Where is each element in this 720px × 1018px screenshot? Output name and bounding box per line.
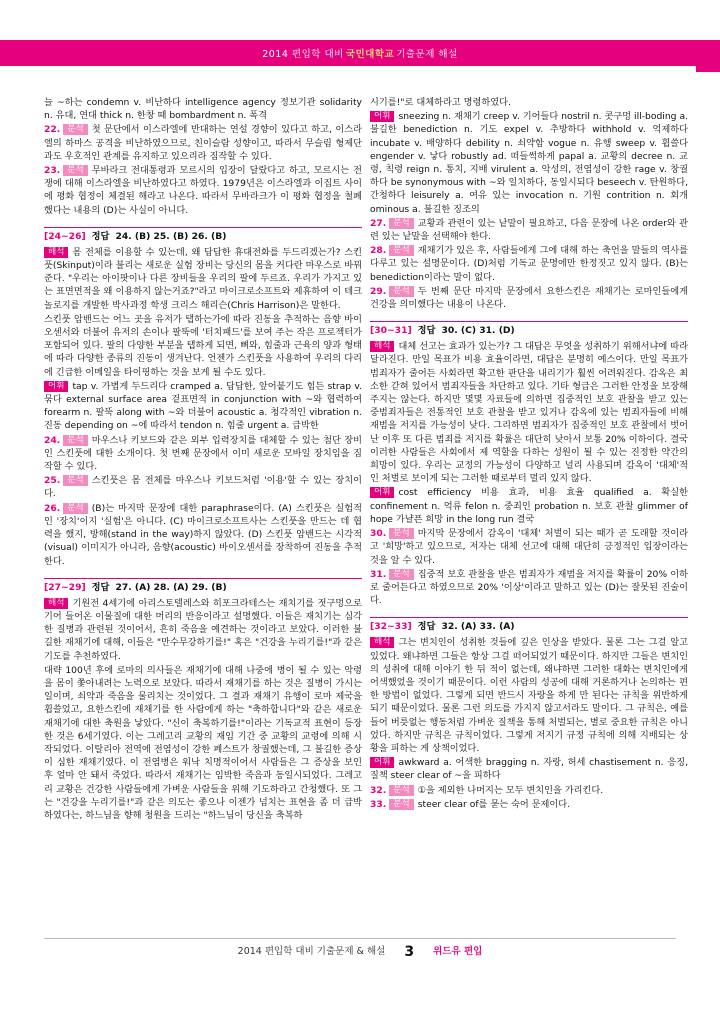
- footer-divider: [44, 938, 676, 939]
- explanation-item: [44, 474, 362, 500]
- label-badge: 분석: [389, 528, 413, 539]
- section-range: [24~26]: [44, 230, 86, 242]
- footer-publisher: 위드유 편입: [433, 946, 483, 957]
- footer-title: 2014 편입학 대비 기출문제 & 해설: [237, 946, 386, 957]
- body-text: 집중적 보호 관찰을 받은 범죄자가 재범을 저지를 확률이 20% 이하로 줄어든다고 하였으므로 20% '이상'이라고 말하고 있는 (D)는 잘못된 진술이다.: [370, 568, 688, 607]
- answer-keys: 32. (A) 33. (A): [441, 621, 515, 633]
- header-accent: [696, 66, 720, 72]
- question-number: 26.: [44, 502, 61, 514]
- body-text: 교황과 관련이 있는 낱말이 필요하고, 다음 문장에 나온 order와 관련 있는 낱말을 선택해야 한다.: [370, 217, 688, 243]
- body-text: 마우스나 키보드와 같은 외부 입력장치를 대체할 수 있는 첨단 장비인 스킨풋에 대한 소개이다. 첫 번째 문장에서 이미 새로운 모바일 장치임을 짐작할 수 있다.: [44, 434, 362, 473]
- header-school: 국민대학교: [345, 49, 395, 60]
- label-badge: 어휘: [370, 757, 394, 768]
- answer-section: [370, 617, 688, 633]
- answer-keys: 30. (C) 31. (D): [441, 325, 515, 337]
- label-badge: 분석: [389, 785, 413, 796]
- body-text: ①을 제외한 나머지는 모두 변치인을 가리킨다.: [417, 784, 604, 796]
- label-badge: 분석: [63, 435, 87, 446]
- label-badge: 해석: [44, 598, 68, 609]
- body-text: 늘 ~하는 condemn v. 비난하다 intelligence agency 정보기관 solidarity n. 유대, 연대 thick n. 한창 때 bombardment n. 폭격: [44, 97, 362, 122]
- paragraph: [44, 664, 362, 822]
- explanation-item: [44, 434, 362, 474]
- body-text: 스킨풋은 몸 전체를 마우스나 키보드처럼 '이용'할 수 있는 장치이다.: [44, 475, 362, 500]
- section-range: [27~29]: [44, 581, 86, 593]
- body-text: 스킨풋 암밴드는 어느 곳을 유저가 탭하는가에 따라 진동을 추적하는 음향 바이오센서와 더불어 유저의 손이나 팔뚝에 '터치패드'를 보여 주는 작은 프로젝터가 포함되어 있다. 팔의 다양한 부분을 탭하게 되면, 뼈와, 힘줄과 근육의 양과 형태에 따라 다양한 종류의 진동이 생겨난다. 언젠가 스킨풋을 사용하여 우리의 다리에 긴급한 이메일을 타이핑하는 것을 보게 될 수도 있다.: [44, 313, 362, 378]
- explanation-item: [370, 340, 688, 485]
- body-text: 몸 전체를 이용할 수 있는데, 왜 답답한 휴대전화를 두드리겠는가? 스킨풋(Skinput)이라 불리는 새로운 실험 장비는 당신의 몸을 커다란 마우스로 바꿔준다. "우리는 아이팟이나 다른 장비들을 우리의 팔에 두르죠. 우리가 가지고 있는 표면면적을 왜 이용하지 않는거죠?"라고 마이크로소프트와 제휴하여 이 테크놀로지를 개발한 박사과정 학생 크리스 해리슨(Chris Harrison)은 말한다.: [44, 246, 362, 311]
- header-band: [0, 40, 720, 66]
- label-badge: 분석: [389, 218, 413, 229]
- explanation-item: [370, 217, 688, 243]
- explanation-item: [44, 502, 362, 568]
- question-number: 28.: [370, 245, 387, 257]
- explanation-item: [370, 636, 688, 755]
- section-range: [30~31]: [370, 325, 412, 337]
- header-prefix: 2014 편입학 대비: [262, 49, 344, 60]
- question-number: 25.: [44, 475, 61, 487]
- body-text: 대체 선고는 효과가 있는가? 그 대답은 무엇을 성취하기 위해서냐에 따라 달라진다. 만일 목표가 비용 효율이라면, 대답은 분명히 예스이다. 만일 목표가 범죄자가 줄어든 사회라면 확고한 판단을 내리기가 훨씬 어려워진다. 감옥은 최소한 갇혀 있어서 범죄자들을 차단하고 있다. 기타 형급은 그러한 안정을 보장해주지는 않는다. 하지만 몇몇 자료들에 의하면 집중적인 보호 관찰을 받고 있는 중범죄자들은 전통적인 보호 관찰을 받고 있거나 감옥에 있는 범죄자들에 비해 재범을 저지를 가능성이 낮다. 그리하면 범죄자가 집중적인 보호 관찰에서 벗어난 이후 또 다른 범죄를 저지를 확률은 대단히 낮아서 보통 20% 이하이다. 결국 이러한 사람들은 사회에서 제 역할을 다하는 성원이 될 수 있는 진정한 약간의 희망이 있다. 우리는 교정의 가능성이 다양하고 널리 사용되며 감옥이 '대체'적인 처벌로 보이게 되는 그러한 때로부터 멀리 있지 않다.: [370, 341, 688, 485]
- label-badge: 분석: [63, 503, 87, 514]
- answer-label: 정답: [91, 581, 110, 593]
- explanation-item: [370, 110, 688, 216]
- paragraph: [44, 313, 362, 379]
- label-badge: 해석: [370, 637, 394, 648]
- label-badge: 어휘: [370, 111, 394, 122]
- explanation-item: [44, 597, 362, 663]
- answer-label: 정답: [417, 621, 436, 633]
- answer-keys: 24. (B) 25. (B) 26. (B): [115, 230, 227, 242]
- body-text: 마지막 문장에서 감옥이 '대체' 처벌이 되는 때가 곧 도래할 것이라고 '희망'하고 있으므로, 저자는 대체 선고에 대해 대단히 긍정적인 입장이라는 것을 알 수 있다.: [370, 528, 688, 566]
- question-number: 27.: [370, 217, 387, 229]
- body-text: cost efficiency 비용 효과, 비용 효율 qualified a. 확실한 confinement n. 억류 felon n. 중죄인 probation n. 보호 관찰 glimmer of hope 가냘픈 희망 in the long run 결국: [370, 487, 688, 525]
- body-text: 두 번째 문단 마지막 문장에서 요한스킨은 재채기는 로마인들에게 건강을 의미했다는 내용이 나온다.: [370, 285, 688, 311]
- question-number: 24.: [44, 434, 61, 446]
- label-badge: 해석: [370, 341, 394, 352]
- explanation-item: [370, 486, 688, 526]
- body-text: (B)는 마지막 문장에 대한 paraphrase이다. (A) 스킨풋은 실험적인 '장치'이지 '실험'은 아니다. (C) 마이크로소프트사는 스킨풋을 만드는 데 협력을 했지, 방해(stand in the way)하지 않았다. (D) 스킨풋 암밴드는 시각적(visual) 이미지가 아니라, 음향(acoustic) 바이오센서를 장착하여 진동을 추적한다.: [44, 502, 362, 567]
- body-text: awkward a. 어색한 bragging n. 자랑, 허세 chastisement n. 응징, 질책 steer clear of ~을 피하다: [370, 757, 688, 782]
- explanation-item: [44, 246, 362, 312]
- label-badge: 분석: [63, 475, 87, 486]
- body-text: sneezing n. 재채기 creep v. 기어들다 nostril n. 콧구멍 ill-boding a. 불길한 benediction n. 기도 expel v. 추방하다 withhold v. 억제하다 incubate v. 배양하다 debility n. 쇠약함 vogue n. 유행 sweep v. 휩쓸다 engender v. 낳다 robustly ad. 떠들썩하게 papal a. 교황의 decree n. 교령, 칙령 reign n. 통치, 지배 virulent a. 악성의, 전염성이 강한 rage v. 창궐하다 be synonymous with ~와 일치하다, 동일시되다 beseech v. 탄원하다, 간청하다 leisurely a. 여유 있는 invocation n. 기원 contrition n. 회개 ominous a. 불길한 징조의: [370, 111, 688, 215]
- explanation-item: [44, 123, 362, 163]
- explanation-item: [370, 244, 688, 284]
- left-column: [44, 96, 362, 823]
- question-number: 30.: [370, 528, 387, 540]
- body-text: 그는 변치인이 성취한 것들에 깊은 인상을 받았다. 물론 그는 그걸 알고 있었다. 왜냐하면 그들은 항상 그걸 떠어되었기 때문이다. 하지만 그들은 변치인의 성취에 대해 이야기 한 뒤 적이 없는데, 왜냐하면 그러한 대화는 변치인에게 어색했었을 것이기 때문이다. 이런 사람의 성공에 대해 거론하거나 논의하는 편한 방법이 없었다. 그렇게 되면 반드시 자랑을 하게 만 된다는 규칙을 위반하게 되기 때문이었다. 물론 그런 의도를 가지지 않고서라도 말이다. 그 규칙은, 예를 들어 버릇없는 행동처럼 가벼운 질책을 통해 처벌되는, 별로 중요한 규칙은 아니었다. 하지만 규칙은 규칙이었다. 그렇게 저지기 규정 규칙에 의해 지배되는 상황을 피하는 게 상책이었다.: [370, 637, 688, 754]
- body-text: tap v. 가볍게 두드리다 cramped a. 답답한, 앞어붙기도 힘든 strap v. 묶다 external surface area 겉표면적 in conjunction with ~와 협력하여 forearm n. 팔뚝 along with ~와 더불어 acoustic a. 청각적인 vibration n. 진동 depending on ~에 따라서 tendon n. 힘줄 urgent a. 급박한: [44, 380, 362, 432]
- question-number: 31.: [370, 568, 387, 580]
- label-badge: 어휘: [44, 381, 68, 392]
- question-number: 32.: [370, 784, 387, 796]
- body-text: 대략 100년 후에 로마의 의사들은 재채기에 대해 나중에 병이 될 수 있는 악령을 몸이 쫓아내려는 노력으로 보았다. 따라서 재채기를 하는 것은 질병이 가시는 일이며, 쇠약과 죽음을 물리치는 것이었다. 그 결과 재채기 유행이 로마 제국을 휩쓸었고, 요한스킨에 재채기를 한 사람에게 하는 "축하합니다"와 같은 새로운 재채기에 대한 축원을 낳았다. "신이 축복하기를!"이라는 기독교적 표현이 등장한 것은 6세기였다. 이는 그레고리 교황의 재임 기간 중 교황의 교령에 의해 시작되었다. 이탈리아 전역에 전염성이 강한 페스트가 창궐했는데, 그 불길한 증상이 심한 재채기였다. 이 전염병은 워낙 치명적이어서 사람들은 그 증상을 보인 후 얼마 안 돼서 죽었다. 따라서 재채기는 임박한 죽음과 동일시되었다. 그레고리 교황은 건강한 사람들에게 가벼운 사람들을 위해 기도하라고 간청했다. 또 그는 "건강을 누리기를!"과 같은 의도는 좋으나 이젠가 넘치는 표현을 좀 더 급박하였다는, 하느님을 향해 청원을 드리는 "하느님이 당신을 축복하: [44, 664, 362, 821]
- body-text: 시기를!"로 대체하라고 명령하였다.: [370, 97, 511, 108]
- answer-section: [44, 227, 362, 243]
- explanation-item: [370, 285, 688, 311]
- question-number: 29.: [370, 285, 387, 297]
- label-badge: 분석: [389, 286, 413, 297]
- label-badge: 해석: [44, 247, 68, 258]
- explanation-item: [44, 380, 362, 433]
- label-badge: 분석: [63, 124, 87, 135]
- right-column: [370, 96, 688, 812]
- answer-section: [370, 321, 688, 337]
- explanation-item: [44, 164, 362, 217]
- page-number: 3: [404, 944, 415, 960]
- answer-label: 정답: [91, 230, 110, 242]
- body-text: 무바라크 전대통령과 모르시의 입장이 달랐다고 하고, 모르시는 전쟁에 대해 이스라엘을 비난하였다고 하였다. 1979년은 이스라엘과 이집트 사이에 평화 협정이 체결된 해라고 나온다. 따라서 무바라크가 이 평화 협정을 철폐했다는 내용의 (D)는 사실이 아니다.: [44, 165, 362, 216]
- label-badge: 분석: [389, 245, 413, 256]
- explanation-item: [370, 527, 688, 567]
- answer-section: [44, 578, 362, 594]
- explanation-item: [370, 798, 688, 811]
- question-number: 33.: [370, 798, 387, 810]
- explanation-item: [370, 568, 688, 608]
- body-text: steer clear of를 묻는 숙어 문제이다.: [417, 798, 571, 810]
- label-badge: 분석: [389, 569, 413, 580]
- label-badge: 어휘: [370, 487, 394, 498]
- explanation-item: [370, 784, 688, 797]
- label-badge: 분석: [63, 165, 87, 176]
- body-text: 기원전 4세기에 아리스토텔레스와 히포크라테스는 재치기를 젓구멍으로 기어 들어온 이물질에 대한 머리의 반응이라고 설명했다. 이들은 재치기는 심각한 질병과 관련된 것이어서, 흔히 죽음을 예견하는 것이라고 보았다. 이러한 불길한 재채기에 대해, 이들은 "만수무강하기를!" 혹은 "건강을 누리기를!"과 같은 기도를 추천하였다.: [44, 597, 362, 662]
- paragraph: [44, 96, 362, 122]
- body-text: 재채기가 있은 후, 사람들에게 그에 대해 하는 축언을 말들의 역사를 다루고 있는 설명문이다. (D)처럼 기독교 문명에만 한정짓고 있지 않다. (B)는 benediction이라는 말이 없다.: [370, 245, 688, 283]
- label-badge: 분석: [389, 799, 413, 810]
- answer-keys: 27. (A) 28. (A) 29. (B): [115, 581, 227, 593]
- paragraph: [370, 96, 688, 109]
- question-number: 23.: [44, 165, 61, 177]
- answer-label: 정답: [417, 325, 436, 337]
- question-number: 22.: [44, 124, 61, 136]
- explanation-item: [370, 756, 688, 782]
- body-text: 첫 문단에서 이스라엘에 반대하는 연설 경향이 있다고 하고, 이스라엘의 하마스 공격을 비난하였으므로, 친이슬람 성향이고, 따라서 무슬림 형제단과도 우호적인 관계를 유지하고 있으리라 짐작할 수 있다.: [44, 124, 362, 162]
- header-suffix: 기출문제 해설: [396, 49, 458, 60]
- footer: [0, 943, 720, 960]
- section-range: [32~33]: [370, 621, 412, 633]
